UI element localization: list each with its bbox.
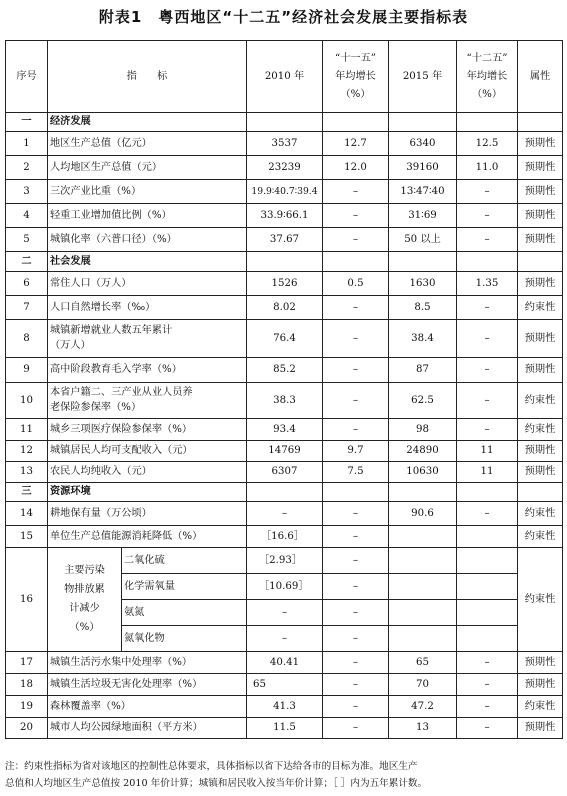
cell-2015: 39160: [389, 156, 457, 180]
row-indicator: 城市人均公园绿地面积（平方米）: [48, 718, 247, 739]
table-row: [6, 358, 563, 383]
cell-11th-growth: –: [323, 526, 389, 548]
row-indicator: 城镇生活污水集中处理率（%）: [48, 652, 247, 674]
cell-attr: 预期性: [518, 441, 563, 462]
cell-2015: 1630: [389, 272, 457, 296]
table-row: [6, 419, 563, 441]
cell-12th-growth: –: [457, 652, 518, 674]
cell-2010: 40.41: [247, 652, 323, 674]
cell-2015: 13: [389, 718, 457, 739]
section-row: [6, 113, 563, 132]
section-title: 经济发展: [48, 113, 247, 132]
cell-2015: 13∶47∶40: [389, 180, 457, 204]
cell-attr: 预期性: [518, 652, 563, 674]
cell-12th-growth: 11: [457, 462, 518, 483]
page-title: 附表1 粤西地区“十二五”经济社会发展主要指标表: [98, 8, 469, 26]
row-no: 18: [6, 674, 48, 696]
row-no: 12: [6, 441, 48, 462]
cell-attr: 预期性: [518, 132, 563, 156]
header-11th-b: 年均增长: [335, 70, 376, 82]
table-row: [6, 502, 563, 526]
cell-12th-growth: –: [457, 718, 518, 739]
sub-indicator: 氮氧化物: [122, 626, 247, 652]
indicators-table: [5, 40, 563, 739]
cell-2010: ［2.93］: [247, 548, 323, 574]
cell-11th-growth: –: [323, 383, 389, 419]
table-row: [6, 272, 563, 296]
cell-12th-growth: –: [457, 358, 518, 383]
cell-2015: [389, 600, 457, 626]
row-indicator-line1: 城镇新增就业人数五年累计: [50, 325, 173, 336]
row-no: 3: [6, 180, 48, 204]
row-indicator: 三次产业比重（%）: [48, 180, 247, 204]
cell-2015: 50 以上: [389, 228, 457, 252]
cell-2015: [389, 626, 457, 652]
table-row: [6, 441, 563, 462]
row-no: 5: [6, 228, 48, 252]
row-no: 1: [6, 132, 48, 156]
table-footnote: [5, 758, 562, 792]
row-indicator: 农民人均纯收入（元）: [48, 462, 247, 483]
row-indicator: 轻重工业增加值比例（%）: [48, 204, 247, 228]
row-indicator: 单位生产总值能源消耗降低（%）: [48, 526, 247, 548]
section-title: 资源环境: [48, 483, 247, 502]
cell-2015: 8.5: [389, 296, 457, 320]
table-row: [6, 296, 563, 320]
cell-2010: ［16.6］: [247, 526, 323, 548]
row-indicator: 城乡三项医疗保险参保率（%）: [48, 419, 247, 441]
row-indicator: 城镇居民人均可支配收入（元）: [48, 441, 247, 462]
cell-2010: 8.02: [247, 296, 323, 320]
cell-11th-growth: –: [323, 652, 389, 674]
cell-attr: 预期性: [518, 674, 563, 696]
row-no: 4: [6, 204, 48, 228]
cell-12th-growth: [457, 526, 518, 548]
table-row: [6, 548, 563, 574]
cell-12th-growth: 11: [457, 441, 518, 462]
cell-2010: 23239: [247, 156, 323, 180]
cell-12th-growth: –: [457, 419, 518, 441]
table-row: [6, 228, 563, 252]
cell-2015: 47.2: [389, 696, 457, 718]
cell-11th-growth: 12.0: [323, 156, 389, 180]
cell-attr: 约束性: [518, 548, 563, 652]
cell-2015: 62.5: [389, 383, 457, 419]
cell-11th-growth: 0.5: [323, 272, 389, 296]
cell-12th-growth: [457, 574, 518, 600]
cell-attr: 预期性: [518, 156, 563, 180]
row-no: 6: [6, 272, 48, 296]
header-indicator: 指 标: [48, 41, 247, 113]
cell-2010: –: [247, 626, 323, 652]
cell-2010: 3537: [247, 132, 323, 156]
cell-2010: 85.2: [247, 358, 323, 383]
cell-11th-growth: –: [323, 180, 389, 204]
cell-11th-growth: 7.5: [323, 462, 389, 483]
group-label-line2: 物排放累: [64, 584, 105, 595]
cell-2015: 38.4: [389, 320, 457, 358]
header-attr: 属性: [518, 41, 563, 113]
table-row: [6, 674, 563, 696]
cell-2010: 33.9∶66.1: [247, 204, 323, 228]
cell-attr: 约束性: [518, 696, 563, 718]
cell-2015: 6340: [389, 132, 457, 156]
cell-2010: 6307: [247, 462, 323, 483]
cell-12th-growth: –: [457, 180, 518, 204]
row-indicator: 人口自然增长率（‰）: [48, 296, 247, 320]
sub-indicator: 化学需氧量: [122, 574, 247, 600]
cell-2010: 38.3: [247, 383, 323, 419]
row-indicator-line1: 本省户籍二、三产业从业人员养: [50, 387, 193, 398]
cell-12th-growth: –: [457, 296, 518, 320]
cell-12th-growth: –: [457, 383, 518, 419]
header-2010: 2010 年: [247, 41, 323, 113]
header-2015: 2015 年: [389, 41, 457, 113]
row-no: 9: [6, 358, 48, 383]
row-no: 19: [6, 696, 48, 718]
header-12th-growth: [457, 41, 518, 113]
table-row: [6, 156, 563, 180]
row-no: 17: [6, 652, 48, 674]
sub-indicator: 氨氮: [122, 600, 247, 626]
cell-2010: 11.5: [247, 718, 323, 739]
cell-11th-growth: –: [323, 696, 389, 718]
cell-attr: 预期性: [518, 272, 563, 296]
cell-2015: 98: [389, 419, 457, 441]
table-row: [6, 652, 563, 674]
section-no: 二: [6, 252, 48, 272]
row-indicator: 城镇化率（六普口径）（%）: [48, 228, 247, 252]
row-indicator: 耕地保有量（万公顷）: [48, 502, 247, 526]
header-12th-a: “十二五”: [466, 52, 508, 64]
row-indicator: 高中阶段教育毛入学率（%）: [48, 358, 247, 383]
cell-attr: 预期性: [518, 718, 563, 739]
cell-2015: 24890: [389, 441, 457, 462]
cell-2015: [389, 548, 457, 574]
cell-attr: 约束性: [518, 419, 563, 441]
cell-2010: –: [247, 502, 323, 526]
cell-11th-growth: –: [323, 674, 389, 696]
section-row: [6, 252, 563, 272]
cell-2015: [389, 526, 457, 548]
cell-attr: 预期性: [518, 462, 563, 483]
table-header: [6, 41, 563, 113]
cell-12th-growth: [457, 548, 518, 574]
cell-12th-growth: 12.5: [457, 132, 518, 156]
cell-11th-growth: –: [323, 204, 389, 228]
table-row: [6, 696, 563, 718]
row-no: 15: [6, 526, 48, 548]
cell-11th-growth: –: [323, 228, 389, 252]
cell-12th-growth: [457, 600, 518, 626]
section-title: 社会发展: [48, 252, 247, 272]
cell-11th-growth: –: [323, 296, 389, 320]
header-12th-b: 年均增长: [466, 70, 508, 82]
row-indicator-line2: 老保险参保率（%）: [50, 402, 142, 413]
cell-12th-growth: –: [457, 228, 518, 252]
table-row: [6, 383, 563, 419]
cell-2010: 1526: [247, 272, 323, 296]
table-row: [6, 320, 563, 358]
cell-11th-growth: –: [323, 419, 389, 441]
section-no: 三: [6, 483, 48, 502]
row-indicator: 森林覆盖率（%）: [48, 696, 247, 718]
table-row: [6, 462, 563, 483]
table-row: [6, 180, 563, 204]
group-label-line3: 计减少: [69, 603, 100, 614]
header-12th-c: （%）: [471, 88, 503, 100]
cell-2015: 70: [389, 674, 457, 696]
row-no: 2: [6, 156, 48, 180]
cell-attr: 约束性: [518, 383, 563, 419]
row-group-label: [48, 548, 122, 652]
cell-attr: 预期性: [518, 358, 563, 383]
table-row: [6, 132, 563, 156]
cell-2010: 37.67: [247, 228, 323, 252]
header-11th-growth: [323, 41, 389, 113]
cell-attr: 预期性: [518, 204, 563, 228]
cell-attr: 约束性: [518, 296, 563, 320]
cell-attr: 约束性: [518, 526, 563, 548]
cell-2010: 76.4: [247, 320, 323, 358]
cell-11th-growth: 12.7: [323, 132, 389, 156]
cell-2010: 41.3: [247, 696, 323, 718]
cell-2010: 14769: [247, 441, 323, 462]
cell-attr: 约束性: [518, 502, 563, 526]
row-no: 7: [6, 296, 48, 320]
row-indicator: 城镇生活垃圾无害化处理率（%）: [48, 674, 247, 696]
row-indicator: [48, 320, 247, 358]
cell-11th-growth: –: [323, 718, 389, 739]
cell-2015: 90.6: [389, 502, 457, 526]
cell-2010: 93.4: [247, 419, 323, 441]
cell-2015: 65: [389, 652, 457, 674]
row-no: 11: [6, 419, 48, 441]
cell-2015: 10630: [389, 462, 457, 483]
cell-12th-growth: –: [457, 696, 518, 718]
row-no: 14: [6, 502, 48, 526]
row-indicator: [48, 383, 247, 419]
cell-2010: ［10.69］: [247, 574, 323, 600]
cell-12th-growth: 1.35: [457, 272, 518, 296]
row-no: 10: [6, 383, 48, 419]
row-indicator: 人均地区生产总值（元）: [48, 156, 247, 180]
row-no: 20: [6, 718, 48, 739]
row-no: 13: [6, 462, 48, 483]
header-11th-c: （%）: [340, 88, 371, 100]
cell-12th-growth: –: [457, 320, 518, 358]
cell-11th-growth: –: [323, 320, 389, 358]
section-no: 一: [6, 113, 48, 132]
row-indicator: 地区生产总值（亿元）: [48, 132, 247, 156]
sub-indicator: 二氧化硫: [122, 548, 247, 574]
cell-11th-growth: –: [323, 626, 389, 652]
footnote-line1: 注：约束性指标为省对该地区的控制性总体要求，具体指标以省下达给各市的目标为准。地区生产: [5, 761, 418, 772]
cell-attr: 预期性: [518, 228, 563, 252]
cell-12th-growth: –: [457, 674, 518, 696]
cell-12th-growth: –: [457, 502, 518, 526]
cell-12th-growth: [457, 626, 518, 652]
cell-12th-growth: 11.0: [457, 156, 518, 180]
cell-11th-growth: –: [323, 502, 389, 526]
table-row: [6, 204, 563, 228]
cell-11th-growth: 9.7: [323, 441, 389, 462]
group-label-line4: （%）: [69, 622, 100, 633]
row-no: 8: [6, 320, 48, 358]
footnote-line2: 总值和人均地区生产总值按 2010 年价计算；城镇和居民收入按当年价计算；［ ］内为五年累计数。: [5, 778, 428, 789]
table-row: [6, 526, 563, 548]
cell-12th-growth: –: [457, 204, 518, 228]
cell-11th-growth: –: [323, 548, 389, 574]
table-row: [6, 718, 563, 739]
cell-2015: 31∶69: [389, 204, 457, 228]
cell-11th-growth: –: [323, 600, 389, 626]
section-row: [6, 483, 563, 502]
row-indicator-line2: （万人）: [50, 340, 91, 351]
header-seq: 序号: [6, 41, 48, 113]
cell-11th-growth: –: [323, 358, 389, 383]
row-no: 16: [6, 548, 48, 652]
cell-2010: –: [247, 600, 323, 626]
header-11th-a: “十一五”: [335, 52, 376, 64]
cell-attr: 预期性: [518, 180, 563, 204]
group-label-line1: 主要污染: [64, 565, 105, 576]
row-indicator: 常住人口（万人）: [48, 272, 247, 296]
cell-attr: 预期性: [518, 320, 563, 358]
cell-2015: [389, 574, 457, 600]
cell-2015: 87: [389, 358, 457, 383]
cell-11th-growth: –: [323, 574, 389, 600]
cell-2010: 19.9∶40.7∶39.4: [247, 180, 323, 204]
cell-2010: 65: [247, 674, 323, 696]
